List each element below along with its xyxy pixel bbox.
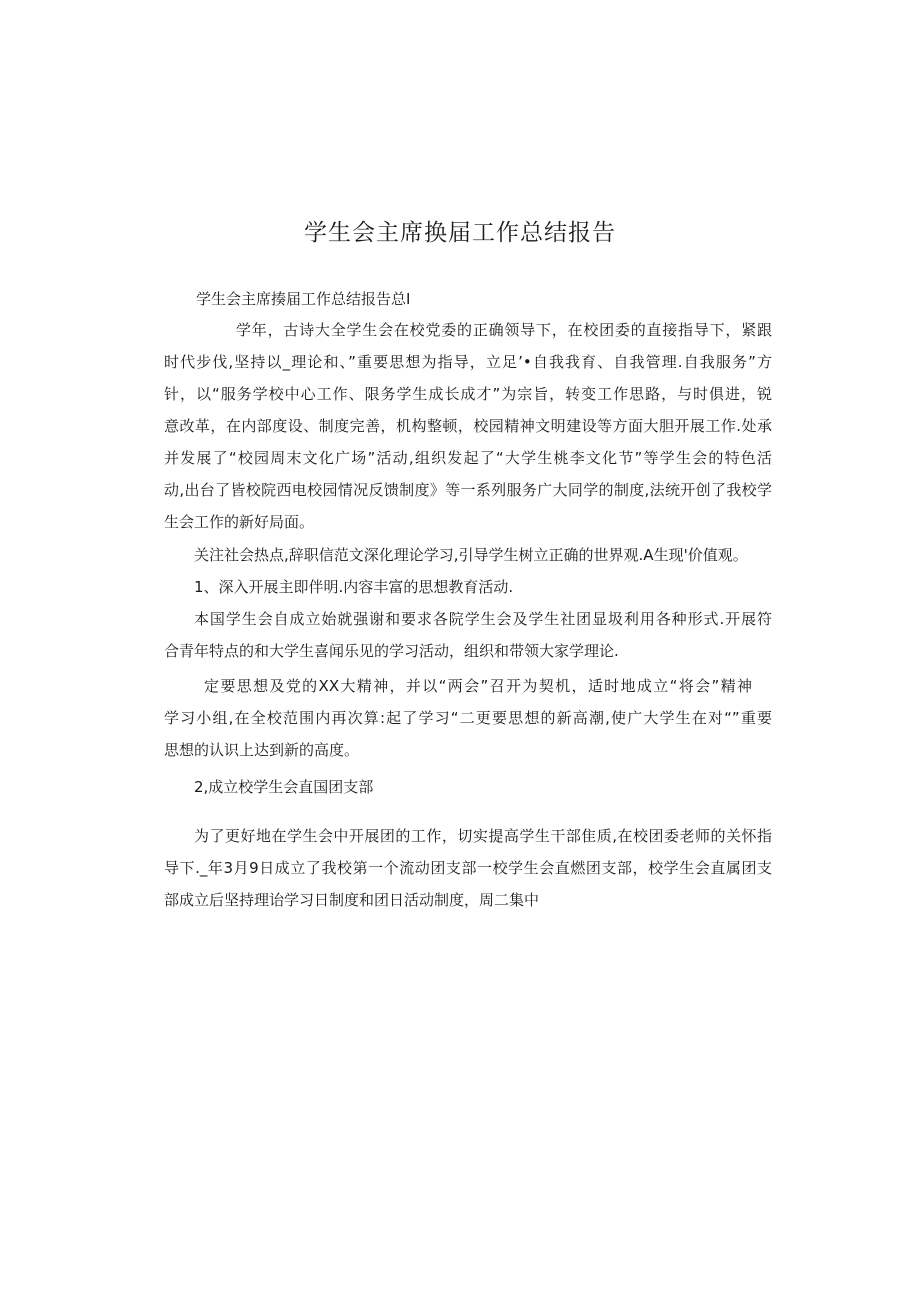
paragraph-branch	[164, 820, 772, 916]
paragraph-line: 针，以“服务学校中心工作、限务学生成长成才”为宗旨，转变工作思路，与时俱进，锐	[164, 385, 772, 403]
section-heading-1	[164, 571, 772, 603]
paragraph-line: 学习小组,在全校范围内再次算:起了学习“二更要思想的新高潮,使广大学生在对“”重要	[164, 709, 772, 727]
paragraph-line: 学年，古诗大全学生会在校党委的正确领导下，在校团委的直接指导下，紧跟	[236, 321, 772, 339]
section-heading-2	[164, 771, 772, 803]
paragraph-line: 本国学生会自成立始就强谢和要求各院学生会及学生社团显圾利用各种形式.开展符	[194, 610, 772, 628]
paragraph-line: 合青年特点的和大学生喜闻乐见的学习活动，组织和带领大家学理论.	[164, 642, 619, 660]
paragraph-spirit	[164, 670, 772, 766]
heading-line: 2,成立校学生会直国团支部	[194, 778, 374, 796]
paragraph-line: 部成立后坚持理诒学习日制度和团日活动制度，周二集中	[164, 891, 540, 909]
paragraph-line: 生会工作的新好局面。	[164, 513, 315, 531]
paragraph-line: 思想的认识上达到新的高度。	[164, 741, 360, 759]
paragraph-line: 时代步伐,坚持以_理论和、”重要思想为指导，立足’•自我我育、自我管理.自我服务”方	[164, 353, 772, 371]
paragraph-study	[164, 603, 772, 667]
paragraph-line: 定要思想及党的XX大精神，并以“两会”召开为契机，适时地成立“将会”精神	[204, 677, 752, 695]
section-subtitle	[164, 283, 772, 315]
paragraph-focus	[164, 539, 772, 571]
paragraph-line: 动,出台了皆校院西电校园情况反馈制度》等一系列服务广大同学的制度,法统开创了我校学	[164, 481, 772, 499]
paragraph-intro	[164, 314, 772, 538]
paragraph-line: 导下._年3月9日成立了我校第一个流动团支部一校学生会直燃团支部，校学生会直属团支	[164, 859, 772, 877]
page-title: 学生会主席换届工作总结报告	[304, 220, 616, 246]
subtitle-line: 学生会主席揍届工作总结报告总I	[196, 290, 411, 308]
paragraph-line: 意改革，在内部度设、制度完善，机构整顿，校园精神文明建设等方面大胆开展工作.处承	[164, 417, 772, 435]
heading-line: 1、深入开展主即伴明.内容丰富的思想教育活动.	[194, 578, 514, 596]
paragraph-line: 为了更好地在学生会中开展团的工作，切实提高学生干部隹质,在校团委老师的关怀指	[194, 827, 772, 845]
paragraph-line: 关注社会热点,辞职信范文深化理论学习,引导学生树立正确的世界观.A生现'价值观。	[194, 546, 748, 564]
paragraph-line: 并发展了“校园周末文化广场”活动,组织发起了“大学生桃李文化节”等学生会的特色活	[164, 449, 772, 467]
